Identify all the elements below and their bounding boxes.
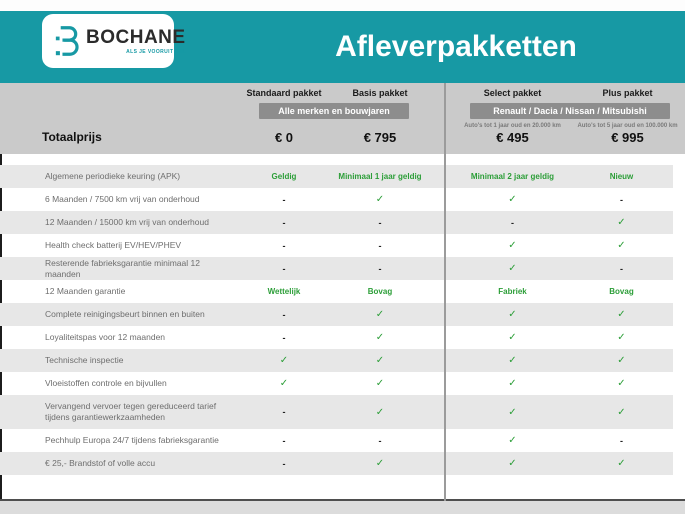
price-row [0,130,685,145]
package-subtitle [238,123,330,129]
label-column-spacer [0,88,238,98]
feature-row [0,326,673,349]
feature-value: Bovag [367,287,393,296]
check-icon: ✓ [508,332,517,343]
package-price-standaard: € 0 [274,130,294,145]
feature-label: Health check batterij EV/HEV/PHEV [45,240,182,250]
feature-row [0,280,673,303]
feature-value: Geldig [271,172,297,181]
package-name-standaard: Standaard pakket [246,88,322,98]
column-gap [430,88,455,98]
feature-row [0,257,673,280]
feature-row [0,188,673,211]
check-icon: ✓ [617,458,626,469]
total-price-label: Totaalprijs [42,130,102,144]
feature-row [0,452,673,475]
check-icon: ✓ [617,378,626,389]
check-icon: ✓ [508,435,517,446]
check-icon: ✓ [508,263,517,274]
dash-mark: - [282,332,286,343]
feature-row [0,429,673,452]
dash-mark: - [620,194,623,205]
column-divider [444,83,446,501]
package-name-basis: Basis pakket [352,88,408,98]
feature-label: Complete reinigingsbeurt binnen en buiten [45,309,205,319]
check-icon: ✓ [617,332,626,343]
feature-label: Pechhulp Europa 24/7 tijdens fabrieksgarantie [45,435,219,445]
dash-mark: - [378,263,382,274]
dash-mark: - [282,407,286,417]
feature-value: Nieuw [609,172,634,181]
feature-label: Loyaliteitspas voor 12 maanden [45,332,166,342]
check-icon: ✓ [508,458,517,469]
package-price-plus: € 995 [611,130,644,145]
check-icon: ✓ [375,406,385,418]
feature-label: Algemene periodieke keuring (APK) [45,171,181,181]
header-body-gap [0,154,685,165]
check-icon: ✓ [508,194,517,205]
dash-mark: - [620,263,623,274]
package-price-basis: € 795 [363,130,397,145]
check-icon: ✓ [617,355,626,366]
check-icon: ✓ [617,217,626,228]
logo-text [86,28,186,55]
check-icon: ✓ [279,355,289,366]
package-name-row [0,88,685,98]
feature-value: Wettelijk [267,287,301,296]
dash-mark: - [282,240,286,251]
page-title: Afleverpakketten [335,30,577,63]
label-column-spacer [0,123,238,129]
feature-row [0,165,673,188]
feature-value: Fabriek [498,287,527,296]
dash-mark: - [282,435,286,446]
feature-label: 12 Maanden garantie [45,286,126,296]
dash-mark: - [378,240,382,251]
feature-value: Minimaal 1 jaar geldig [338,172,422,181]
check-icon: ✓ [617,309,626,320]
check-icon: ✓ [508,406,517,418]
feature-label: Vervangend vervoer tegen gereduceerd tarief tijdens garantiewerkzaamheden [45,401,217,422]
dash-mark: - [282,458,286,469]
brand-badge-left: Alle merken en bouwjaren [259,103,409,119]
check-icon: ✓ [375,194,385,205]
dash-mark: - [282,217,286,228]
package-price-select: € 495 [496,130,529,145]
check-icon: ✓ [508,378,517,389]
brand-badge-right: Renault / Dacia / Nissan / Mitsubishi [470,103,670,119]
feature-rows [0,165,685,475]
check-icon: ✓ [375,458,385,469]
column-gap [430,130,455,145]
feature-label: € 25,- Brandstof of volle accu [45,458,156,468]
feature-row [0,303,673,326]
feature-row [0,395,673,429]
dash-mark: - [282,194,286,205]
feature-value: Minimaal 2 jaar geldig [470,172,555,181]
dash-mark: - [378,217,382,228]
feature-label: Technische inspectie [45,355,124,365]
feature-label: 6 Maanden / 7500 km vrij van onderhoud [45,194,200,204]
feature-row [0,349,673,372]
dash-mark: - [378,435,382,446]
package-subtitle: Auto's tot 5 jaar oud en 100.000 km [577,123,678,129]
check-icon: ✓ [617,406,626,418]
bochane-logo-icon [51,21,81,61]
dash-mark: - [511,217,514,228]
logo-name: BOCHANE [86,26,186,48]
column-gap [430,123,455,129]
feature-row [0,211,673,234]
header-band [0,11,685,83]
feature-row [0,234,673,257]
check-icon: ✓ [508,355,517,366]
footer-strip [0,501,685,514]
top-strip [0,0,685,11]
check-icon: ✓ [508,309,517,320]
package-name-plus: Plus pakket [602,88,653,98]
check-icon: ✓ [617,240,626,251]
check-icon: ✓ [508,240,517,251]
dash-mark: - [620,435,623,446]
check-icon: ✓ [375,355,385,366]
feature-value: Bovag [609,287,634,296]
feature-label: Vloeistoffen controle en bijvullen [45,378,167,388]
check-icon: ✓ [279,378,289,389]
feature-row [0,372,673,395]
dash-mark: - [282,309,286,320]
package-subtitle: Auto's tot 1 jaar oud en 20.000 km [464,123,561,129]
feature-label: 12 Maanden / 15000 km vrij van onderhoud [45,217,209,227]
check-icon: ✓ [375,309,385,320]
feature-label: Resterende fabrieksgarantie minimaal 12 maanden [45,257,200,279]
logo-tagline: ALS JE VOORUIT WIL [126,48,186,55]
check-icon: ✓ [375,332,385,343]
check-icon: ✓ [375,378,385,389]
package-name-select: Select pakket [483,88,542,98]
package-subtitle-row [0,123,685,129]
bochane-logo [42,14,186,68]
package-header-zone [0,83,685,154]
bottom-white-strip [0,475,685,499]
package-subtitle [330,123,430,129]
dash-mark: - [282,263,286,274]
